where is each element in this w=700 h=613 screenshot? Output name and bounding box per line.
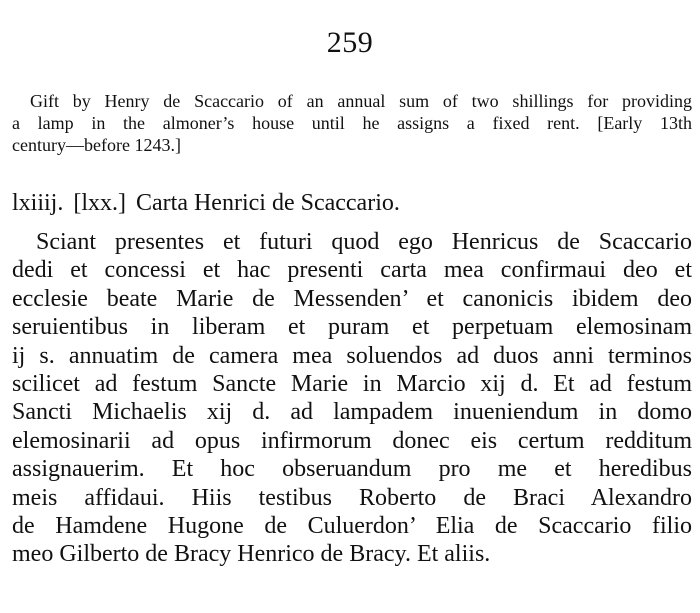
summary-line: century—before 1243.] [12, 135, 181, 155]
charter-line: Sciant presentes et futuri quod ego Henricus de Scaccario [36, 229, 692, 255]
charter-line: ecclesie beate Marie de Messenden’ et canonicis ibidem deo [12, 285, 692, 312]
charter-alt-number: [lxx.] [73, 190, 126, 216]
charter-line: seruientibus in liberam et puram et perpetuam elemosinam [12, 314, 692, 341]
charter-heading [12, 189, 400, 217]
charter-line: ij s. annuatim de camera mea soluendos ad duos anni terminos [12, 342, 692, 369]
page-number: 259 [326, 26, 374, 59]
charter-number: lxiiij. [12, 190, 64, 216]
summary-line: a lamp in the almoner’s house until he assigns a fixed rent. [Early 13th [12, 113, 692, 133]
charter-title: Carta Henrici de Scaccario. [136, 190, 400, 216]
charter-line: Sancti Michaelis xij d. ad lampadem inueniendum in domo [12, 399, 692, 426]
charter-line: scilicet ad festum Sancte Marie in Marcio xij d. Et ad festum [12, 371, 692, 398]
charter-line: meis affidaui. Hiis testibus Roberto de Braci Alexandro [12, 484, 692, 511]
charter-line: meo Gilberto de Bracy Henrico de Bracy. Et aliis. [12, 541, 491, 568]
charter-line: elemosinarii ad opus infirmorum donec eis certum redditum [12, 427, 692, 454]
summary-line: Gift by Henry de Scaccario of an annual sum of two shillings for providing [30, 91, 692, 111]
charter-text [12, 228, 692, 569]
charter-line: de Hamdene Hugone de Culuerdon’ Elia de Scaccario filio [12, 513, 692, 540]
document-summary [12, 90, 692, 156]
charter-line: assignauerim. Et hoc obseruandum pro me et heredibus [12, 456, 692, 483]
charter-line: dedi et concessi et hac presenti carta mea confirmaui deo et [12, 257, 692, 284]
